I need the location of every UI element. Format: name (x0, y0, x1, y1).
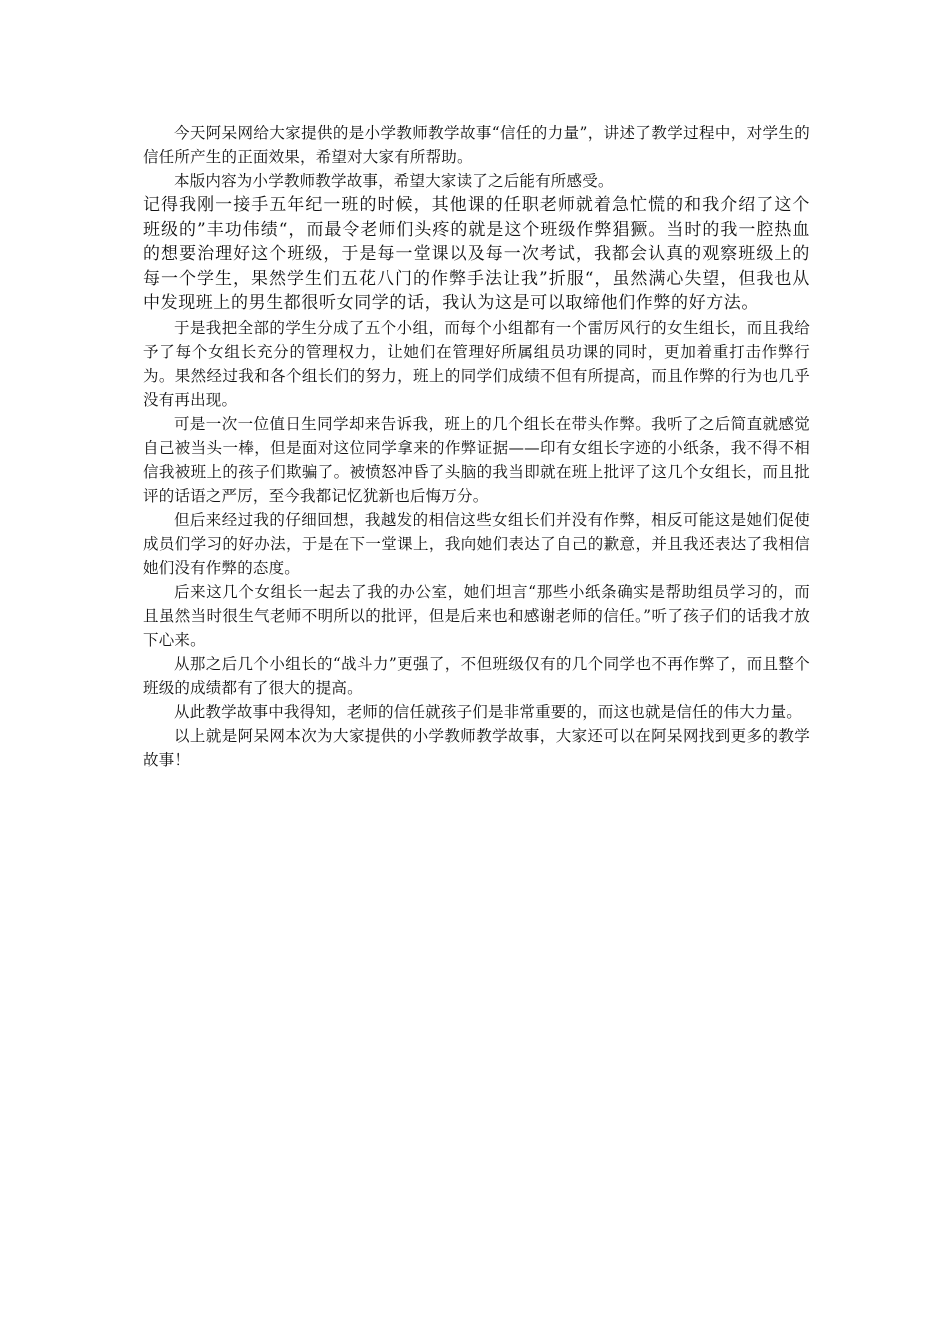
paragraph-office: 后来这几个女组长一起去了我的办公室，她们坦言“那些小纸条确实是帮助组员学习的，而且虽然当时很生气老师不明所以的批评，但是后来也和感谢老师的信任。”听了孩子们的话我才放下心来。 (143, 582, 810, 649)
document-body (143, 121, 810, 772)
paragraph-result: 从那之后几个小组长的“战斗力”更强了，不但班级仅有的几个同学也不再作弊了，而且整个班级的成绩都有了很大的提高。 (143, 654, 810, 697)
paragraph-intro: 今天阿呆网给大家提供的是小学教师教学故事“信任的力量”，讲述了教学过程中，对学生的信任所产生的正面效果，希望对大家有所帮助。 (143, 124, 810, 166)
paragraph-reflection: 但后来经过我的仔细回想，我越发的相信这些女组长们并没有作弊，相反可能这是她们促使成员们学习的好办法，于是在下一堂课上，我向她们表达了自己的歉意，并且我还表达了我相信她们没有作弊的态度。 (143, 510, 810, 577)
paragraph-report: 可是一次一位值日生同学却来告诉我，班上的几个组长在带头作弊。我听了之后简直就感觉自己被当头一棒，但是面对这位同学拿来的作弊证据——印有女组长字迹的小纸条，我不得不相信我被班上的孩子们欺骗了。被愤怒冲昏了头脑的我当即就在班上批评了这几个女组长，而且批评的话语之严厉，至今我都记忆犹新也后悔万分。 (143, 414, 810, 505)
paragraph-story-start: 记得我刚一接手五年纪一班的时候，其他课的任职老师就着急忙慌的和我介绍了这个班级的”丰功伟绩“，而最令老师们头疼的就是这个班级作弊猖獗。当时的我一腔热血的想要治理好这个班级，于是每一堂课以及每一次考试，我都会认真的观察班级上的每一个学生，果然学生们五花八门的作弊手法让我”折服“，虽然满心失望，但我也从中发现班上的男生都很听女同学的话，我认为这是可以取缔他们作弊的好方法。 (143, 195, 810, 313)
paragraph-groups: 于是我把全部的学生分成了五个小组，而每个小组都有一个雷厉风行的女生组长，而且我给予了每个女组长充分的管理权力，让她们在管理好所属组员功课的同时，更加着重打击作弊行为。果然经过我和各个组长们的努力，班上的同学们成绩不但有所提高，而且作弊的行为也几乎没有再出现。 (143, 318, 810, 409)
paragraph-summary: 本版内容为小学教师教学故事，希望大家读了之后能有所感受。 (174, 172, 614, 190)
paragraph-closing: 以上就是阿呆网本次为大家提供的小学教师教学故事，大家还可以在阿呆网找到更多的教学故事！ (143, 726, 810, 769)
paragraph-lesson: 从此教学故事中我得知，老师的信任就孩子们是非常重要的，而这也就是信任的伟大力量。 (174, 702, 803, 721)
